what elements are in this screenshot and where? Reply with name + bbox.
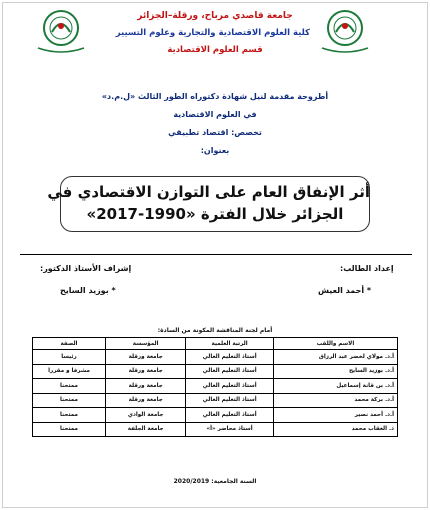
student-name: * أحمد العيش (318, 286, 372, 295)
university-logo-left (28, 6, 94, 56)
table-row (33, 379, 398, 394)
divider (20, 254, 412, 255)
member-role: ممتحنا (33, 393, 106, 408)
table-row (33, 393, 398, 408)
department-name: قسم العلوم الاقتصادية (167, 45, 263, 55)
member-institution: جامعة ورقلة (106, 393, 186, 408)
university-logo-right (312, 6, 378, 56)
header-name: الاسم واللقب (273, 338, 397, 350)
table-row (33, 350, 398, 365)
member-institution: جامعة ورقلة (106, 350, 186, 365)
member-rank: أستاذ التعليم العالي (186, 408, 274, 423)
thesis-specialty: تخصص: اقتصاد تطبيقي (168, 128, 262, 137)
supervisor-label: إشراف الأستاذ الدكتور: (40, 264, 132, 273)
member-role: ممتحنا (33, 379, 106, 394)
university-name: جامعة قاصدي مرباح، ورقلة–الجزائر (137, 11, 293, 21)
header-role: الصفة (33, 338, 106, 350)
supervisor-name: * بوزيد السايح (60, 286, 116, 295)
student-label: إعداد الطالب: (340, 264, 394, 273)
thesis-title-line-1: أثر الإنفاق العام على التوازن الاقتصادي في (47, 183, 370, 201)
header-rank: الرتبة العلمية (186, 338, 274, 350)
committee-table (32, 337, 398, 437)
title-label: بعنوان: (200, 146, 230, 155)
member-rank: أستاذ التعليم العالي (186, 393, 274, 408)
table-row (33, 422, 398, 437)
member-name: أ.د. بن قانة إسماعيل (273, 379, 397, 394)
member-name: د. العقاب محمد (273, 422, 397, 437)
committee-label: أمام لجنة المناقشة المكونة من السادة: (157, 327, 273, 334)
member-name: أ.د. بركة محمد (273, 393, 397, 408)
academic-year: السنة الجامعية: 2020/2019 (173, 478, 257, 485)
member-name: أ.د. بوزيد السايح (273, 364, 397, 379)
member-institution: جامعة ورقلة (106, 379, 186, 394)
faculty-name: كلية العلوم الاقتصادية والتجارية وعلوم التسيير (115, 28, 310, 38)
thesis-type: أطروحة مقدمة لنيل شهادة دكتوراه الطور الثالث «ل.م.د» (101, 92, 329, 101)
header-institution: المؤسسة (106, 338, 186, 350)
member-rank: أستاذ التعليم العالي (186, 379, 274, 394)
thesis-field: في العلوم الاقتصادية (173, 110, 257, 119)
table-row (33, 364, 398, 379)
member-rank: أستاذ التعليم العالي (186, 350, 274, 365)
member-institution: جامعة ورقلة (106, 364, 186, 379)
member-role: ممتحنا (33, 408, 106, 423)
member-rank: أستاذ محاضر «أ» (186, 422, 274, 437)
member-role: رئيسا (33, 350, 106, 365)
member-institution: جامعة الجلفة (106, 422, 186, 437)
committee-header-row (33, 338, 398, 350)
member-institution: جامعة الوادي (106, 408, 186, 423)
member-rank: أستاذ التعليم العالي (186, 364, 274, 379)
member-role: مشرفا و مقررا (33, 364, 106, 379)
table-row (33, 408, 398, 423)
member-role: ممتحنا (33, 422, 106, 437)
member-name: أ.د. أحمد نصير (273, 408, 397, 423)
member-name: أ.د. مولاي لخضر عبد الرزاق (273, 350, 397, 365)
thesis-title-line-2: الجزائر خلال الفترة «1990-2017» (86, 205, 344, 223)
